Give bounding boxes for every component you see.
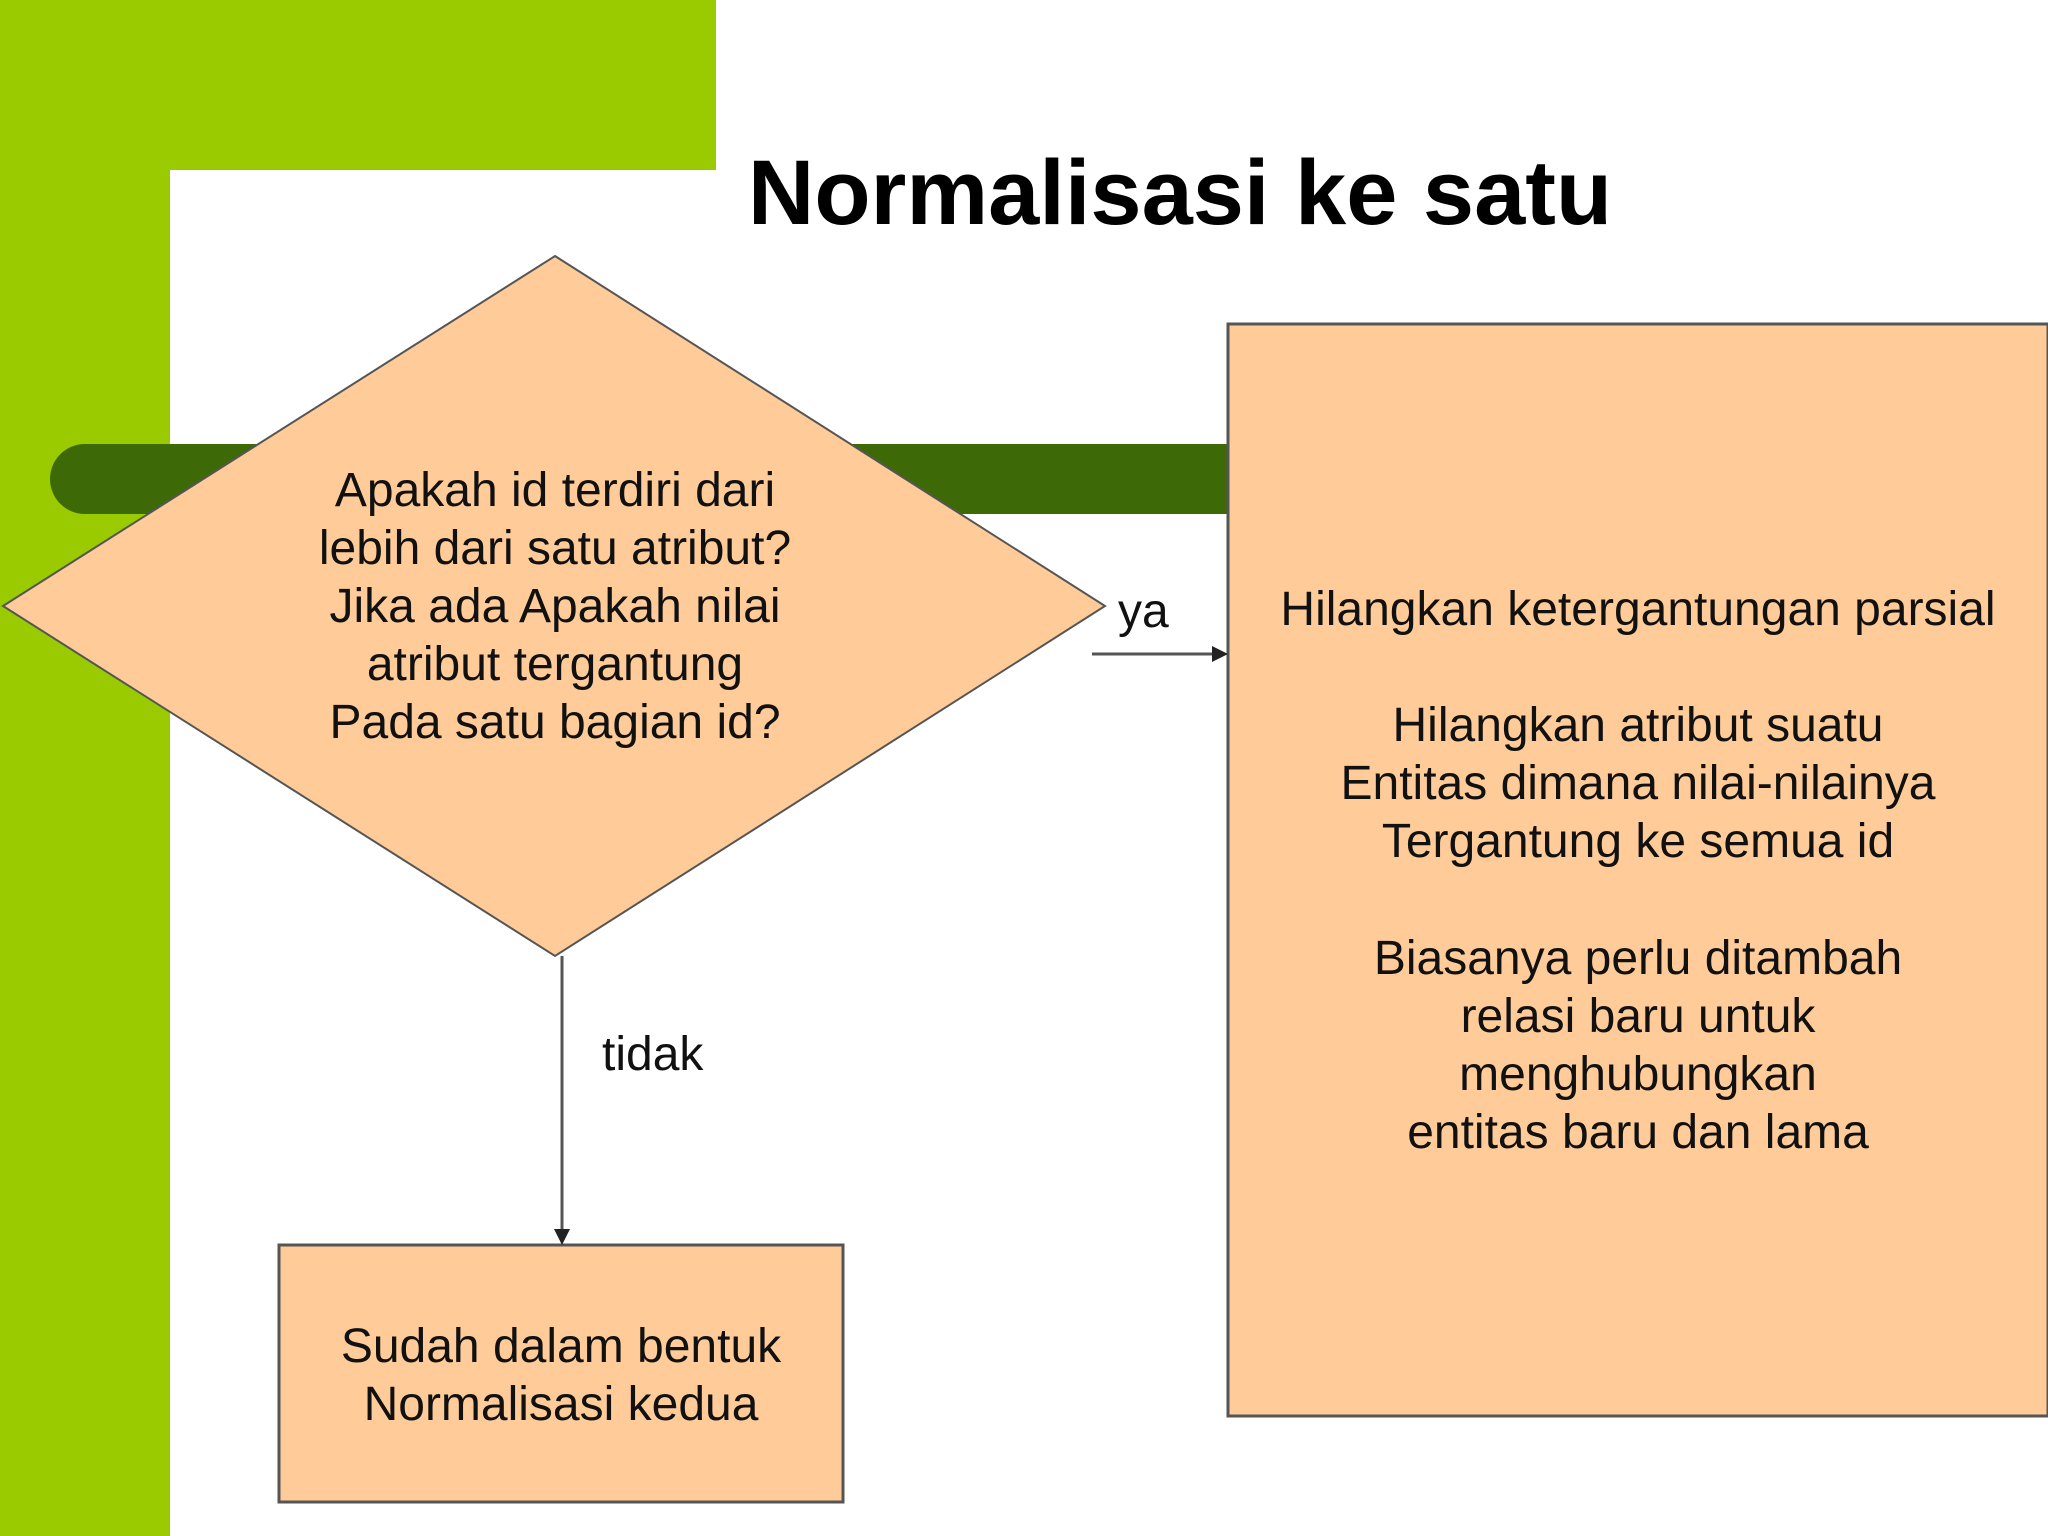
slide-title: Normalisasi ke satu (747, 142, 1613, 244)
edge-label-yes: ya (1118, 585, 1169, 638)
decision-text: Apakah id terdiri dari lebih dari satu atribut? Jika ada Apakah nilai atribut tergantung Pada satu bagian id? (318, 464, 792, 749)
lime-top-block (0, 0, 716, 170)
process-text-paragraph2: Hilangkan atribut suatu Entitas dimana nilai-nilainya Tergantung ke semua id (1340, 699, 1936, 868)
result-text: Sudah dalam bentuk Normalisasi kedua (340, 1320, 782, 1431)
process-text-line1: Hilangkan ketergantungan parsial (1280, 583, 1996, 636)
edge-label-no: tidak (602, 1028, 704, 1081)
process-text-paragraph3: Biasanya perlu ditambah relasi baru untuk menghubungkan entitas baru dan lama (1373, 932, 1903, 1159)
lime-left-bar (0, 0, 170, 1536)
